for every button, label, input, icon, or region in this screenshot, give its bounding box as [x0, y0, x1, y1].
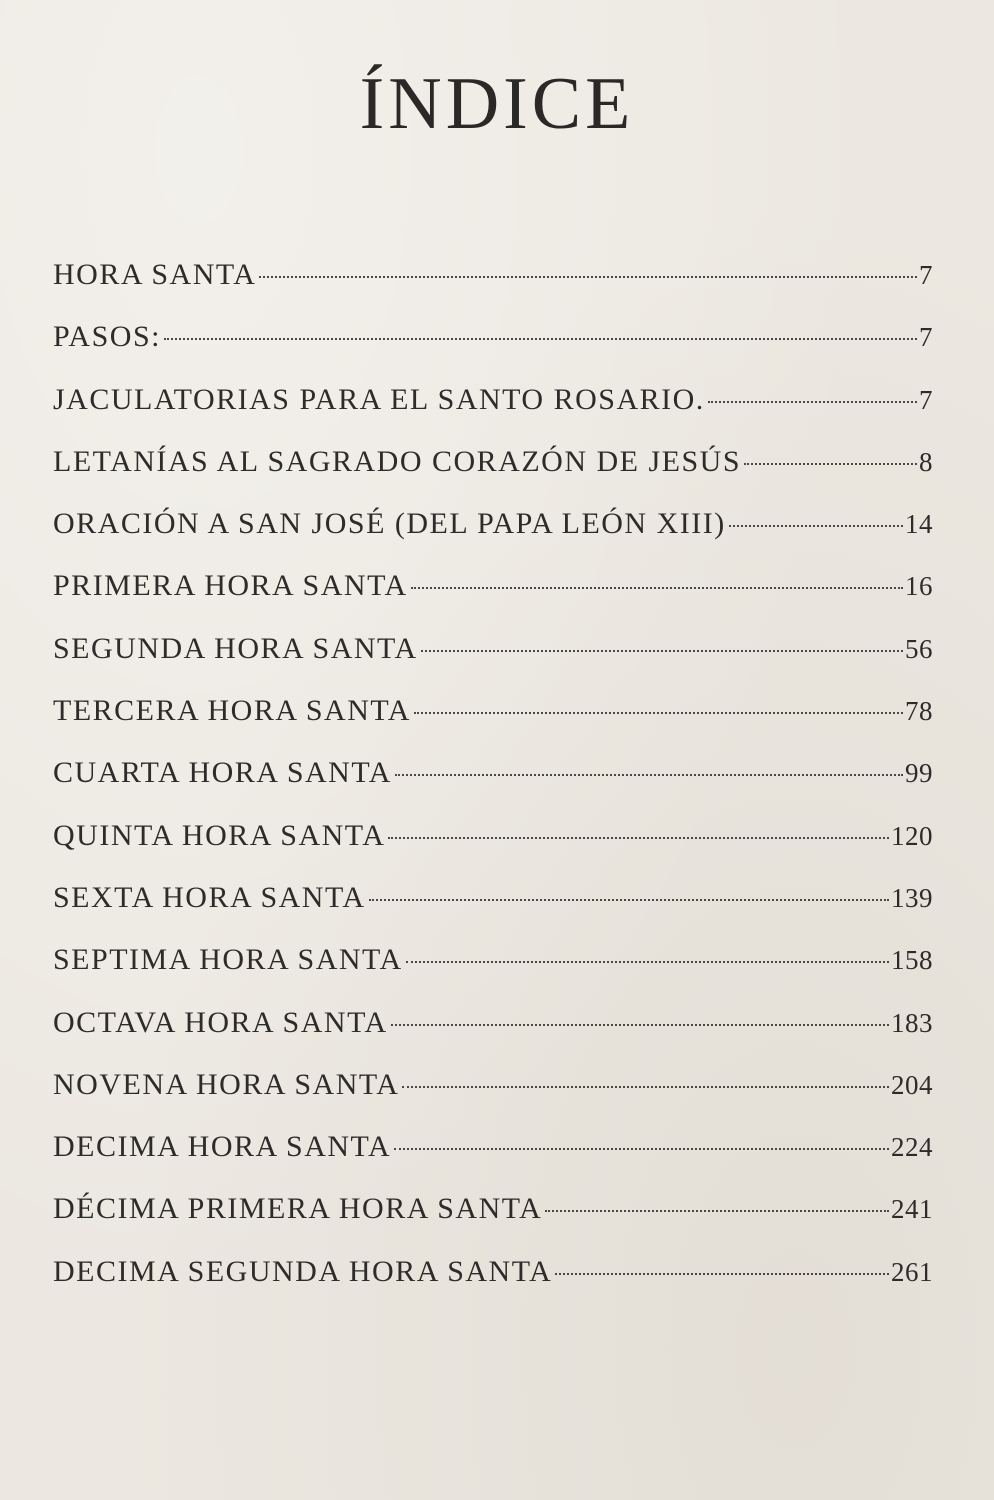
toc-entry-title: HORA SANTA [53, 258, 257, 291]
toc-entry-title: TERCERA HORA SANTA [53, 694, 411, 728]
toc-entry [53, 943, 933, 1005]
toc-entry [53, 1255, 933, 1317]
dot-leader [708, 400, 917, 403]
toc-entry [53, 383, 933, 445]
toc-entry-page: 183 [891, 1007, 933, 1038]
toc-entry-title: CUARTA HORA SANTA [53, 756, 392, 790]
dot-leader [406, 960, 889, 963]
toc-entry-title: ORACIÓN A SAN JOSÉ (DEL PAPA LEÓN XIII) [53, 507, 726, 541]
dot-leader [388, 836, 889, 839]
dot-leader [369, 898, 889, 901]
toc-entry-page: 224 [891, 1132, 933, 1163]
toc-entry-title: DÉCIMA PRIMERA HORA SANTA [53, 1192, 543, 1226]
toc-entry-page: 158 [891, 945, 933, 976]
toc-entry-page: 56 [905, 633, 933, 664]
toc-entry [53, 881, 933, 943]
dot-leader [555, 1272, 889, 1275]
toc-entry-title: NOVENA HORA SANTA [53, 1067, 400, 1101]
toc-entry-page: 7 [919, 322, 933, 353]
toc-entry-page: 78 [905, 696, 933, 727]
toc-entry [53, 320, 933, 382]
toc-entry-title: SEXTA HORA SANTA [53, 880, 366, 914]
toc-entry-page: 7 [919, 384, 933, 415]
toc-entry-title: DECIMA HORA SANTA [53, 1130, 392, 1164]
toc-entry-title: LETANÍAS AL SAGRADO CORAZÓN DE JESÚS [53, 444, 742, 478]
dot-leader [545, 1209, 889, 1212]
dot-leader [164, 337, 917, 340]
dot-leader [394, 1147, 889, 1150]
toc-entry-title: DECIMA SEGUNDA HORA SANTA [53, 1254, 553, 1288]
toc-entry-page: 14 [905, 509, 933, 540]
toc-entry [53, 694, 933, 756]
toc-entry [53, 1130, 933, 1192]
table-of-contents [53, 258, 933, 1317]
toc-entry [53, 258, 933, 320]
toc-entry [53, 632, 933, 694]
toc-entry [53, 819, 933, 881]
toc-entry-title: SEPTIMA HORA SANTA [53, 943, 403, 977]
toc-entry-page: 7 [919, 260, 933, 290]
toc-entry-page: 204 [891, 1069, 933, 1100]
dot-leader [411, 586, 903, 589]
toc-entry [53, 507, 933, 569]
dot-leader [729, 524, 903, 527]
page-title: ÍNDICE [359, 63, 635, 145]
dot-leader [391, 1023, 889, 1026]
toc-entry-title: PRIMERA HORA SANTA [53, 569, 408, 603]
toc-entry-title: PASOS: [53, 320, 161, 354]
toc-entry [53, 445, 933, 507]
toc-entry-page: 16 [905, 571, 933, 602]
toc-entry-page: 120 [891, 820, 933, 851]
toc-entry-page: 241 [891, 1194, 933, 1225]
dot-leader [421, 649, 903, 652]
toc-entry-page: 261 [891, 1256, 933, 1287]
toc-entry [53, 1068, 933, 1130]
dot-leader [395, 773, 903, 776]
toc-entry-title: SEGUNDA HORA SANTA [53, 631, 418, 665]
dot-leader [402, 1085, 889, 1088]
dot-leader [259, 275, 917, 278]
toc-entry-page: 139 [891, 882, 933, 913]
toc-entry [53, 756, 933, 818]
toc-entry-title: QUINTA HORA SANTA [53, 818, 386, 852]
toc-entry [53, 1006, 933, 1068]
dot-leader [414, 711, 903, 714]
dot-leader [744, 462, 917, 465]
toc-entry-title: JACULATORIAS PARA EL SANTO ROSARIO. [53, 382, 705, 416]
toc-entry-page: 8 [919, 446, 933, 477]
toc-entry [53, 1192, 933, 1254]
toc-entry [53, 569, 933, 631]
toc-entry-title: OCTAVA HORA SANTA [53, 1005, 388, 1039]
toc-entry-page: 99 [905, 758, 933, 789]
